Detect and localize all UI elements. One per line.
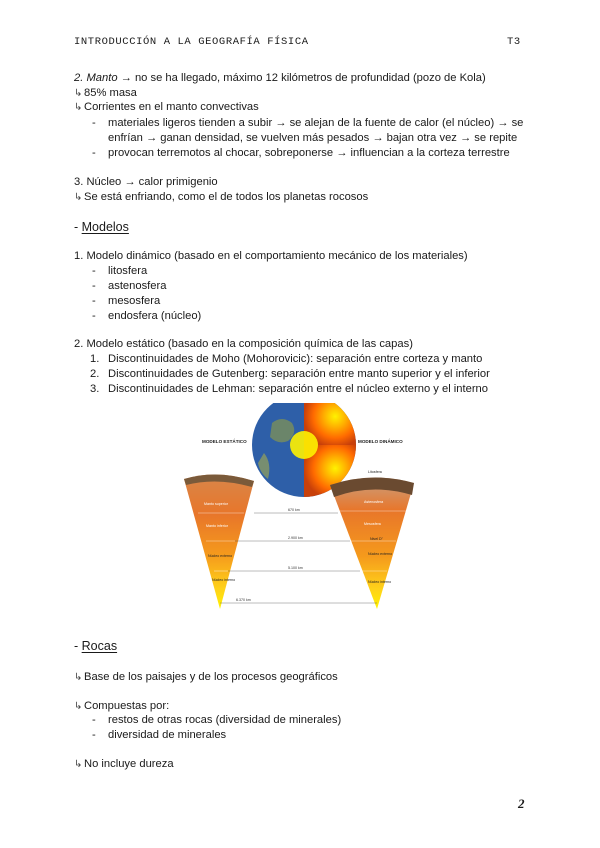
svg-text:6.370 km: 6.370 km <box>236 598 251 602</box>
bullet-dash: - <box>92 310 96 322</box>
page-number: 2 <box>518 796 525 811</box>
svg-text:670 km: 670 km <box>288 508 300 512</box>
svg-text:Astenosfera: Astenosfera <box>364 500 384 504</box>
left-title: MODELO ESTÁTICO <box>202 439 247 444</box>
rocas-item: restos de otras rocas (diversidad de minerales) <box>108 714 342 726</box>
hook-arrow-icon: ↳ <box>74 672 83 683</box>
estatico-item: Discontinuidades de Gutenberg: separación entre manto superior y el inferior <box>108 368 490 380</box>
manto-title: Manto <box>86 72 118 84</box>
rocas-heading: - Rocas <box>74 639 118 653</box>
rocas-item: diversidad de minerales <box>108 729 227 741</box>
nucleo-sub: Se está enfriando, como el de todos los planetas rocosos <box>84 191 369 203</box>
rocas-dureza-line <box>74 757 174 772</box>
dinamico-item: litosfera <box>108 265 148 277</box>
bullet-dash: - <box>92 729 96 741</box>
list-number: 2. <box>90 368 100 380</box>
dinamico-item: endosfera (núcleo) <box>108 310 202 322</box>
manto-rest: → no se ha llegado, máximo 12 kilómetros de profundidad (pozo de Kola) <box>117 72 486 84</box>
svg-text:Manto superior: Manto superior <box>204 502 228 506</box>
hook-arrow-icon: ↳ <box>74 701 83 712</box>
rocas-compuestas: Compuestas por: <box>84 700 170 712</box>
manto-bullet-1-cont: enfrían → ganan densidad, se vuelven más pesados → bajan otra vez → se repite <box>108 132 518 144</box>
rocas-dureza: No incluye dureza <box>84 758 174 770</box>
manto-corrientes-line <box>74 100 259 115</box>
bullet-dash: - <box>92 714 96 726</box>
svg-text:Núcleo externo: Núcleo externo <box>208 554 233 558</box>
dinamico-item: mesosfera <box>108 295 161 307</box>
manto-num: 2. <box>74 72 84 84</box>
manto-line <box>74 71 486 85</box>
hook-arrow-icon: ↳ <box>74 102 83 113</box>
hook-arrow-icon: ↳ <box>74 88 83 99</box>
modelos-heading: - Modelos <box>74 220 129 234</box>
svg-text:Núcleo interno: Núcleo interno <box>212 578 236 582</box>
svg-text:2.900 km: 2.900 km <box>288 536 303 540</box>
bullet-dash: - <box>92 295 96 307</box>
estatico-item: Discontinuidades de Moho (Mohorovicic): separación entre corteza y manto <box>108 353 483 365</box>
rocas-base: Base de los paisajes y de los procesos geográficos <box>84 671 338 683</box>
hook-arrow-icon: ↳ <box>74 759 83 770</box>
manto-bullet-1: materiales ligeros tienden a subir → se alejan de la fuente de calor (el núcleo) → se <box>108 117 524 129</box>
dinamico-item: astenosfera <box>108 280 167 292</box>
bullet-dash: - <box>92 117 96 129</box>
nucleo-sub-line <box>74 190 368 205</box>
list-number: 3. <box>90 383 100 395</box>
estatico-item: Discontinuidades de Lehman: separación entre el núcleo externo y el interno <box>108 383 488 395</box>
bullet-dash: - <box>92 265 96 277</box>
svg-text:Núcleo externo: Núcleo externo <box>368 552 393 556</box>
manto-bullet-2: provocan terremotos al chocar, sobreponerse → influencian a la corteza terrestre <box>108 147 510 159</box>
manto-corrientes: Corrientes en el manto convectivas <box>84 101 259 113</box>
header-title: INTRODUCCIÓN A LA GEOGRAFÍA FÍSICA <box>74 36 309 48</box>
earth-layers-figure <box>172 403 436 617</box>
manto-masa: 85% masa <box>84 87 137 99</box>
list-number: 1. <box>90 353 100 365</box>
svg-text:5.100 km: 5.100 km <box>288 566 303 570</box>
rocas-base-line <box>74 670 338 685</box>
svg-text:Litosfera: Litosfera <box>368 470 382 474</box>
svg-text:Nivel D'': Nivel D'' <box>370 537 383 541</box>
rocas-compuestas-line <box>74 699 169 714</box>
manto-masa-line <box>74 86 137 101</box>
svg-text:Núcleo interno: Núcleo interno <box>368 580 392 584</box>
right-title: MODELO DINÁMICO <box>358 439 403 444</box>
modelo-dinamico-title: 1. Modelo dinámico (basado en el comportamiento mecánico de los materiales) <box>74 250 468 262</box>
svg-text:Manto inferior: Manto inferior <box>206 524 228 528</box>
header-code: T3 <box>507 36 521 48</box>
svg-text:Mesosfera: Mesosfera <box>364 522 381 526</box>
hook-arrow-icon: ↳ <box>74 192 83 203</box>
bullet-dash: - <box>92 280 96 292</box>
modelo-estatico-title: 2. Modelo estático (basado en la composición química de las capas) <box>74 338 413 350</box>
nucleo-line: 3. Núcleo → calor primigenio <box>74 176 218 188</box>
bullet-dash: - <box>92 147 96 159</box>
